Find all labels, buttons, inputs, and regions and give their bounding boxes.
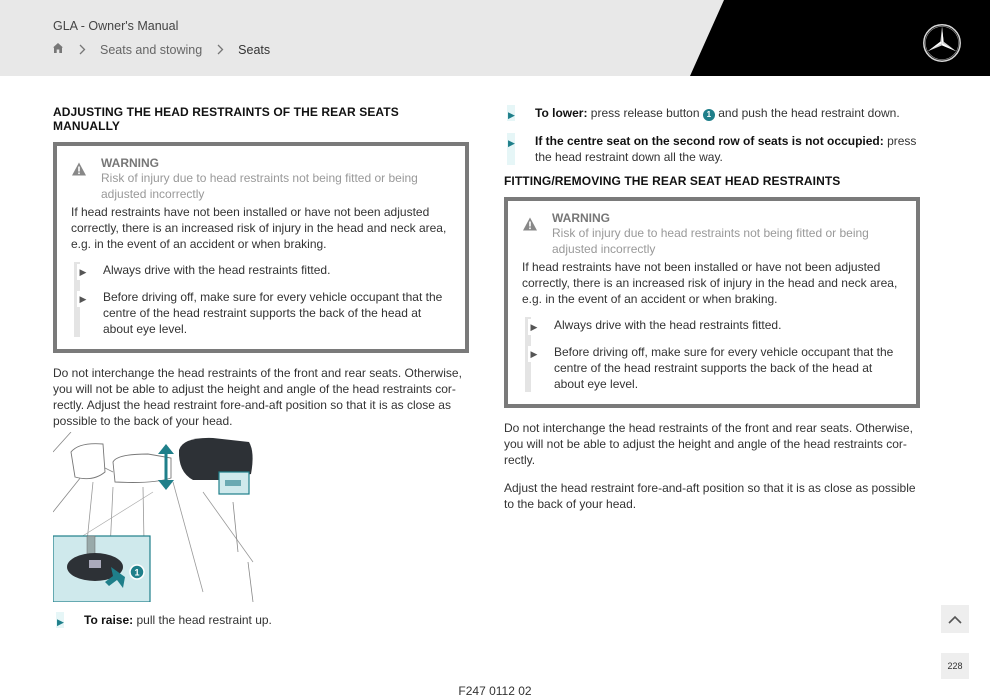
warning-box	[504, 197, 920, 408]
page-header	[0, 0, 990, 76]
home-icon[interactable]	[52, 42, 64, 57]
warning-subtitle: Risk of injury due to head restraints not being fitted or being adjusted incorrectly	[101, 171, 418, 201]
warning-list	[525, 317, 902, 392]
scroll-to-top-button[interactable]	[941, 605, 969, 633]
list-item	[531, 344, 902, 392]
list-item	[80, 262, 451, 278]
figure-code: F247 0112 02	[458, 684, 532, 698]
action-lower-label: To lower:	[535, 106, 588, 120]
left-column	[53, 105, 469, 429]
release-button-badge: 1	[703, 109, 715, 121]
warning-list	[74, 262, 451, 337]
head-restraint-illustration	[53, 432, 263, 602]
breadcrumb	[52, 42, 270, 57]
bullet-arrow-icon: ▶	[528, 319, 540, 335]
chevron-up-icon	[948, 615, 962, 624]
interchange-paragraph: Do not interchange the head restraints of the front and rear seats. Otherwise, you will not be able to adjust the height and angle of the head restraints cor-rectly. Adjust the head restraint fore-and-aft position so that it is as close as possible to the back of your head.	[53, 366, 462, 428]
chevron-right-icon	[78, 44, 86, 55]
interchange-paragraph: Do not interchange the head restraints of the front and rear seats. Otherwise, you will not be able to adjust the height and angle of the head restraints cor-rectly.	[504, 421, 913, 467]
action-arrow-icon: ▶	[508, 138, 515, 148]
list-item-text: Before driving off, make sure for every vehicle occupant that the centre of the head restraint supports the back of the head at about eye level.	[103, 290, 443, 336]
list-item-text: Before driving off, make sure for every vehicle occupant that the centre of the head restraint supports the back of the head at about eye level.	[554, 345, 894, 391]
action-centre-seat	[504, 133, 920, 165]
action-lower	[504, 105, 920, 121]
warning-triangle-icon	[71, 161, 87, 177]
warning-body: If head restraints have not been installed or have not been adjusted correctly, there is an increased risk of injury in the head and neck area, e.g. in the event of an accident or when braking.	[71, 205, 447, 251]
action-lower-text-before: press release button	[590, 106, 700, 120]
warning-title: WARNING	[101, 156, 159, 170]
warning-triangle-icon	[522, 216, 538, 232]
action-raise-text: pull the head restraint up.	[136, 613, 272, 627]
section-heading-adjusting: ADJUSTING THE HEAD RESTRAINTS OF THE REAR SEATS MANUALLY	[53, 105, 399, 133]
action-centre-text: press the head restraint down all the way.	[535, 134, 917, 164]
action-centre-label: If the centre seat on the second row of seats is not occupied:	[535, 134, 884, 148]
bullet-arrow-icon: ▶	[77, 264, 89, 280]
warning-body: If head restraints have not been installed or have not been adjusted correctly, there is an increased risk of injury in the head and neck area, e.g. in the event of an accident or when braking.	[522, 260, 898, 306]
right-column	[504, 105, 920, 512]
mercedes-star-icon[interactable]	[922, 23, 962, 63]
warning-subtitle: Risk of injury due to head restraints not being fitted or being adjusted incorrectly	[552, 226, 869, 256]
warning-title: WARNING	[552, 211, 610, 225]
action-arrow-icon: ▶	[57, 617, 64, 627]
warning-box	[53, 142, 469, 353]
illustration-badge: 1	[134, 567, 140, 578]
action-arrow-icon: ▶	[508, 110, 515, 120]
list-item	[531, 317, 902, 333]
action-raise-label: To raise:	[84, 613, 134, 627]
list-item	[80, 289, 451, 337]
action-lower-text-after: and push the head restraint down.	[718, 106, 900, 120]
chevron-right-icon	[216, 44, 224, 55]
list-item-text: Always drive with the head restraints fitted.	[554, 318, 782, 332]
breadcrumb-current-seats: Seats	[238, 42, 271, 57]
fore-aft-paragraph: Adjust the head restraint fore-and-aft position so that it is as close as possible to the back of your head.	[504, 481, 916, 511]
action-raise	[53, 612, 469, 628]
bullet-arrow-icon: ▶	[77, 291, 89, 307]
list-item-text: Always drive with the head restraints fitted.	[103, 263, 331, 277]
page-number-button[interactable]: 228	[941, 653, 969, 679]
manual-title: GLA - Owner's Manual	[53, 19, 179, 33]
section-heading-fitting: FITTING/REMOVING THE REAR SEAT HEAD RESTRAINTS	[504, 174, 841, 188]
breadcrumb-link-seats-and-stowing[interactable]: Seats and stowing	[100, 42, 203, 57]
bullet-arrow-icon: ▶	[528, 346, 540, 362]
